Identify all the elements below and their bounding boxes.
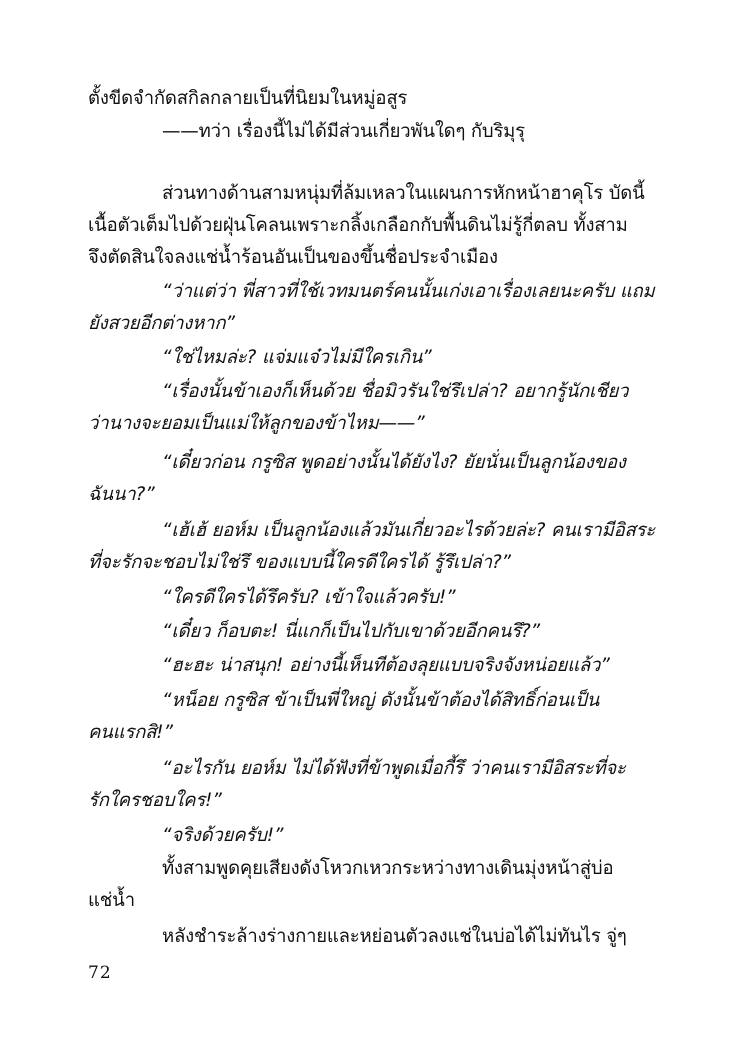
paragraph-line: เนื้อตัวเต็มไปด้วยฝุ่นโคลนเพราะกลิ้งเกลือกกับพื้นดินไม่รู้กี่ตลบ ทั้งสาม bbox=[88, 215, 628, 236]
dialogue-line: ยังสวยอีกต่างหาก” bbox=[88, 313, 235, 334]
dialogue-line: “ว่าแต่ว่า พี่สาวที่ใช้เวทมนตร์คนนั้นเก่งเอาเรื่องเลยนะครับ แถม bbox=[162, 281, 655, 302]
dialogue-line: “ใครดีใครได้รึครับ? เข้าใจแล้วครับ!” bbox=[162, 587, 456, 608]
paragraph-line: แช่น้ำ bbox=[88, 890, 135, 911]
dialogue-line: “เดี๋ยวก่อน กรูซิส พูดอย่างนั้นได้ยังไง? ยัยนั่นเป็นลูกน้องของ bbox=[162, 452, 626, 473]
dialogue-line: “ฮะฮะ น่าสนุก! อย่างนี้เห็นทีต้องลุยแบบจริงจังหน่อยแล้ว” bbox=[162, 655, 610, 676]
dialogue-line: “เฮ้เฮ้ ยอห์ม เป็นลูกน้องแล้วมันเกี่ยวอะไรด้วยล่ะ? คนเรามีอิสระ bbox=[162, 520, 656, 541]
page-number: 72 bbox=[88, 963, 112, 983]
paragraph-line: จึงตัดสินใจลงแช่น้ำร้อนอันเป็นของขึ้นชื่อประจำเมือง bbox=[88, 247, 498, 268]
dialogue-line: “เดี๋ยว ก็อบตะ! นี่แกก็เป็นไปกับเขาด้วยอีกคนรึ?” bbox=[162, 621, 540, 642]
paragraph-line: หลังชำระล้างร่างกายและหย่อนตัวลงแช่ในบ่อได้ไม่ทันไร จู่ๆ bbox=[162, 926, 627, 947]
dialogue-line: “จริงด้วยครับ!” bbox=[162, 825, 284, 846]
dialogue-line: ฉันนา?” bbox=[88, 484, 155, 505]
dialogue-line: “เรื่องนั้นข้าเองก็เห็นด้วย ชื่อมิวรันใช่รึเปล่า? อยากรู้นักเชียว bbox=[162, 381, 629, 402]
dialogue-line: คนแรกสิ!” bbox=[88, 722, 173, 743]
paragraph-line: ทั้งสามพูดคุยเสียงดังโหวกเหวกระหว่างทางเดินมุ่งหน้าสู่บ่อ bbox=[162, 858, 614, 879]
text-line: ตั้งขีดจำกัดสกิลกลายเป็นที่นิยมในหมู่อสูร bbox=[88, 88, 408, 109]
dialogue-line: รักใครชอบใคร!” bbox=[88, 790, 222, 811]
dialogue-line: ที่จะรักจะชอบไม่ใช่รึ ของแบบนี้ใครดีใครได้ รู้รึเปล่า?” bbox=[88, 552, 511, 573]
dialogue-line: “ใช่ไหมล่ะ? แจ่มแจ๋วไม่มีใครเกิน” bbox=[162, 347, 432, 368]
text-line: ——ทว่า เรื่องนี้ไม่ได้มีส่วนเกี่ยวพันใดๆ กับริมุรุ bbox=[162, 121, 525, 142]
dialogue-line: ว่านางจะยอมเป็นแม่ให้ลูกของข้าไหม——” bbox=[88, 413, 425, 434]
dialogue-line: “อะไรกัน ยอห์ม ไม่ได้ฟังที่ข้าพูดเมื่อกี้รึ ว่าคนเรามีอิสระที่จะ bbox=[162, 758, 626, 779]
paragraph-line: ส่วนทางด้านสามหนุ่มที่ล้มเหลวในแผนการหักหน้าฮาคุโร บัดนี้ bbox=[162, 183, 645, 204]
dialogue-line: “หน็อย กรูซิส ข้าเป็นพี่ใหญ่ ดังนั้นข้าต้องได้สิทธิ์ก่อนเป็น bbox=[162, 690, 600, 711]
